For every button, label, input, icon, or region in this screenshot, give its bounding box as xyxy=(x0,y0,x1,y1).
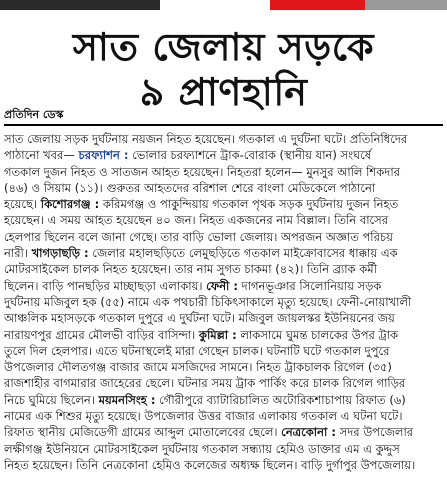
top-bar-white-segment xyxy=(160,0,270,10)
article-line xyxy=(4,424,444,440)
location-label: কুমিল্লা : xyxy=(198,327,237,342)
article-body xyxy=(4,131,444,473)
article-text: (৪৬) ও সিয়াম (১১)। গুরুতর আহতদের বরিশাল শেরে বাংলা মেডিকেলে পাঠানো xyxy=(4,180,376,195)
article-line xyxy=(4,408,444,424)
article-text: ভোলার চরফ্যাশনে ট্রাক-বোরাক (স্থানীয় যান) সংঘর্ষে xyxy=(128,148,372,163)
article-text: দাগনভূঞার সিলোনিয়ায় সড়ক xyxy=(237,278,382,293)
article-text: আঞ্চলিক মহাসড়কে গতকাল দুপুরে এ দুর্ঘটনা ঘটে। মজিবুল জায়লস্কর ইউনিয়নের জয় xyxy=(4,311,395,326)
article-text: গতকাল দুজন নিহত ও সাতজন আহত হয়েছেন। নিহতরা হলেন— মুনসুর আলি শিকদার xyxy=(4,164,400,179)
article-text: ছিলেন। বাড়ি পানছড়ির মাচ্ছাছড়া এলাকায়। xyxy=(4,278,207,293)
top-bar-red-segment xyxy=(270,0,365,10)
article-text: করিমগঞ্জ ও পাকুন্দিয়ায় গতকাল পৃথক সড়ক দুর্ঘটনায় দুজন নিহত xyxy=(99,197,399,212)
article-text: সাত জেলায় সড়ক দুর্ঘটনায় নয়জন নিহত হয়েছেন। গতকাল এ দুর্ঘটনা ঘটে। প্রতিনিধিদের xyxy=(4,132,408,146)
article-line xyxy=(4,392,444,408)
article-line xyxy=(4,343,444,359)
headline-line-1: সাত জেলায় সড়কে xyxy=(72,25,375,69)
article-text: গৌরীপুরে ব্যাটারিচালিত অটোরিকশাচাপায় রিফাত (৬) xyxy=(155,392,406,407)
article-text: নারায়ণপুর গ্রামের মৌলভী বাড়ির বাসিন্দা। xyxy=(4,327,199,342)
article-text: হয়েছে। xyxy=(4,197,41,212)
article-text: লাকসামে ঘুমন্ত চালকের উপর ট্রাক xyxy=(236,327,399,342)
byline-rule xyxy=(4,124,443,126)
article-line xyxy=(4,457,444,473)
top-bar-dark-segment xyxy=(0,0,160,10)
article-line xyxy=(4,294,444,310)
article-text: তুলে দিল হেলপার। এতে ঘটনাস্থলেই মারা গেছেন চালক। ঘটনাটি ঘটে গতকাল দুপুরে xyxy=(4,343,390,358)
article-line xyxy=(4,164,444,180)
article-line xyxy=(4,245,444,261)
article-text: নামের এক শিশুর মৃত্যু হয়েছে। উপজেলার উত্তর বাজার এলাকায় গতকাল এ ঘটনা ঘটে। xyxy=(4,409,403,424)
article-line xyxy=(4,212,444,228)
article-text: মোটরসাইকেল চালক নিহত হয়েছেন। তার নাম সুগত চাকমা (৪২)। তিনি ব্র্যাক কর্মী xyxy=(4,262,377,277)
article-text: সদর উপজেলার xyxy=(335,425,414,440)
article-text: রাজশাহীর বাগমারার জাহেরের ছেলে। ঘটনার সময় ট্রাক পার্কিং করে চালক রিগেল গাড়ির xyxy=(4,376,406,391)
article-text: নিহত হয়েছেন। তিনি নেত্রকোনা হেমিও কলেজের অধ্যক্ষ ছিলেন। বাড়ি দুর্গাপুর উপজেলায়। xyxy=(4,457,416,472)
article-line xyxy=(4,310,444,326)
location-label: ফেনী : xyxy=(206,278,238,293)
article-line xyxy=(4,375,444,391)
article-text: হেলপার ছিলেন বলে জানা গেছে। তার বাড়ি ভোলা জেলায়। অপরজন অজ্ঞাত পরিচয় xyxy=(4,229,393,244)
article-text: রিফাত স্থানীয় মেজিডেগী গ্রামের আব্দুল মোতালেবের ছেলে। xyxy=(4,425,282,440)
article-line xyxy=(4,359,444,375)
article-text: উপজেলার দৌলতগঞ্জ বাজার জামে মসজিদের সামনে। নিহত ট্রাকচালক রিগেল (৩৫) xyxy=(4,360,392,375)
article-line xyxy=(4,327,444,343)
top-color-bar xyxy=(0,0,447,10)
article-line xyxy=(4,147,444,163)
article-line xyxy=(4,229,444,245)
article-text: নিচে ঘুমিয়ে ছিলেন। xyxy=(4,392,99,407)
article-text: দুর্ঘটনায় মজিবুল হক (৫৫) নামে এক পথচারী চিকিৎসাকালে মৃত্যু হয়েছে। ফেনী-নোয়াখালী xyxy=(4,294,412,309)
top-bar-gray-segment xyxy=(365,0,447,10)
article-text: হয়েছেন। এ সময় আহত হয়েছেন ৪০ জন। নিহত একজনের নাম বিল্লাল। তিনি বাসের xyxy=(4,213,389,228)
article-text: লক্ষীগঞ্জ ইউনিয়নে মোটরসাইকেল দুর্ঘটনায় গতকাল সন্ধ্যায় হেমিও ডাক্তার এম এ কুদ্দুস xyxy=(4,441,400,456)
article-text: জেলার মহালছড়িতে লেমুছড়িতে গতকাল মাইক্রোবাসের ধাক্কায় এক xyxy=(88,246,398,261)
location-label: ময়মনসিংহ : xyxy=(98,392,156,407)
location-label: নেত্রকোনা : xyxy=(281,425,336,440)
article-line xyxy=(4,278,444,294)
article-text: নারী। xyxy=(4,246,32,261)
article-line xyxy=(4,261,444,277)
article-line xyxy=(4,131,444,147)
location-label: খাগড়াছড়ি : xyxy=(31,246,89,261)
location-label: চরফ্যাশন : xyxy=(78,148,129,163)
article-text: পাঠানো খবর— xyxy=(4,148,79,163)
byline: প্রতিদিন ডেস্ক xyxy=(4,108,64,121)
article-line xyxy=(4,441,444,457)
location-label: কিশোরগঞ্জ : xyxy=(40,197,100,212)
article-line xyxy=(4,180,444,196)
article-line xyxy=(4,196,444,212)
headline-line-2: ৯ প্রাণহানি xyxy=(139,70,308,114)
